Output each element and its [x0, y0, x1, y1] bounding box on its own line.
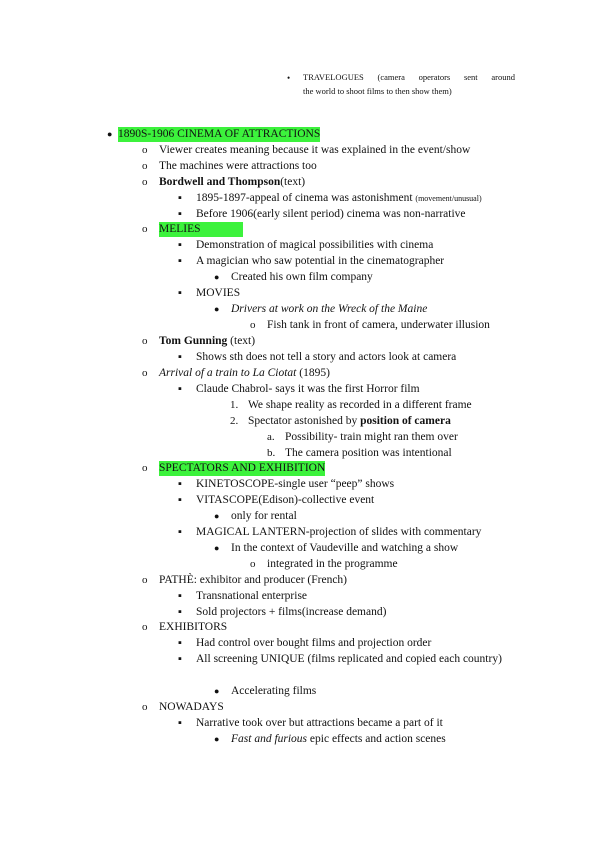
square-bullet: ▪: [178, 287, 182, 299]
note-line: Demonstration of magical possibilities with cinema: [196, 239, 434, 251]
square-bullet: ▪: [178, 239, 182, 251]
square-bullet: ▪: [178, 494, 182, 506]
film-title: Fast and furious: [231, 733, 308, 745]
circle-bullet: o: [142, 223, 148, 235]
note-line: [159, 334, 255, 349]
note-line: Sold projectors + films(increase demand): [196, 606, 387, 618]
note-line: [159, 175, 305, 190]
square-bullet: ▪: [178, 208, 182, 220]
note-line: We shape reality as recorded in a different frame: [248, 399, 472, 411]
circle-bullet: o: [142, 574, 148, 586]
note-line: Transnational enterprise: [196, 590, 308, 602]
disc-bullet: ●: [214, 511, 220, 521]
highlighted-heading: SPECTATORS AND EXHIBITION: [159, 462, 326, 474]
square-bullet: ▪: [178, 717, 182, 729]
square-bullet: ▪: [178, 637, 182, 649]
note-line: NOWADAYS: [159, 701, 224, 713]
note-line: only for rental: [231, 510, 297, 522]
disc-bullet: ●: [214, 543, 220, 553]
note-line: [159, 366, 330, 381]
square-bullet: ▪: [178, 590, 182, 602]
square-bullet: ▪: [178, 255, 182, 267]
square-bullet: ▪: [178, 383, 182, 395]
disc-bullet: ●: [214, 272, 220, 282]
disc-bullet: ●: [214, 734, 220, 744]
travelogues-line-2: the world to shoot films to then show them): [303, 86, 452, 96]
note-line: MAGICAL LANTERN-projection of slides with commentary: [196, 526, 482, 538]
note-line: Viewer creates meaning because it was explained in the event/show: [159, 144, 471, 156]
note-line: MOVIES: [196, 287, 241, 299]
note-text: (text): [280, 176, 306, 188]
note-line: KINETOSCOPE-single user “peep” shows: [196, 478, 395, 490]
travelogues-line-1: [303, 71, 515, 84]
note-line: [231, 732, 446, 747]
note-bold: position of camera: [360, 415, 451, 427]
circle-bullet: o: [142, 335, 148, 347]
note-line: The machines were attractions too: [159, 160, 317, 172]
square-bullet: ▪: [178, 351, 182, 363]
film-title: Drivers at work on the Wreck of the Maine: [231, 303, 428, 315]
note-paragraph: All screening UNIQUE (films replicated and copied each country): [196, 653, 502, 665]
square-bullet: ▪: [178, 526, 182, 538]
note-text: 1895-1897-appeal of cinema was astonishment: [196, 192, 416, 204]
author-name: Tom Gunning: [159, 335, 228, 347]
note-line: integrated in the programme: [267, 558, 398, 570]
note-line: Claude Chabrol- says it was the first Horror film: [196, 383, 420, 395]
circle-bullet: o: [142, 367, 148, 379]
top-bullet: •: [287, 73, 291, 83]
circle-bullet: o: [142, 621, 148, 633]
note-text: Spectator astonished by: [248, 415, 361, 427]
note-line: EXHIBITORS: [159, 621, 228, 633]
circle-bullet: o: [250, 558, 256, 570]
number-label: 1.: [230, 399, 239, 411]
square-bullet: ▪: [178, 606, 182, 618]
note-line: VITASCOPE(Edison)-collective event: [196, 494, 375, 506]
note-line: [196, 191, 482, 206]
note-line: [248, 414, 451, 429]
circle-bullet: o: [142, 160, 148, 172]
note-line: In the context of Vaudeville and watching a show: [231, 542, 459, 554]
note-line: The camera position was intentional: [285, 447, 452, 459]
circle-bullet: o: [250, 319, 256, 331]
letter-label: a.: [267, 431, 275, 443]
square-bullet: ▪: [178, 192, 182, 204]
letter-label: b.: [267, 447, 276, 459]
note-line: A magician who saw potential in the cinematographer: [196, 255, 445, 267]
author-name: Bordwell and Thompson: [159, 176, 281, 188]
note-line: Possibility- train might ran them over: [285, 431, 458, 443]
disc-bullet: ●: [214, 686, 220, 696]
square-bullet: ▪: [178, 478, 182, 490]
note-text: (text): [227, 335, 256, 347]
film-title: Arrival of a train to La Ciotat: [159, 367, 297, 379]
number-label: 2.: [230, 415, 239, 427]
note-line: Created his own film company: [231, 271, 373, 283]
heading-bullet: ●: [107, 129, 113, 139]
travelogues-title: TRAVELOGUES: [303, 72, 364, 82]
square-bullet: ▪: [178, 653, 182, 665]
note-line: Before 1906(early silent period) cinema was non-narrative: [196, 208, 466, 220]
note-line: Accelerating films: [231, 685, 317, 697]
disc-bullet: ●: [214, 304, 220, 314]
note-line: Shows sth does not tell a story and actors look at camera: [196, 351, 457, 363]
circle-bullet: o: [142, 462, 148, 474]
note-line: Narrative took over but attractions became a part of it: [196, 717, 443, 729]
note-text: (1895): [296, 367, 330, 379]
circle-bullet: o: [142, 701, 148, 713]
circle-bullet: o: [142, 144, 148, 156]
highlighted-heading: MELIES: [159, 222, 243, 237]
travelogues-desc: (camera operators sent around: [363, 72, 515, 82]
note-line: Had control over bought films and projection order: [196, 637, 432, 649]
note-line: Fish tank in front of camera, underwater illusion: [267, 319, 490, 331]
note-small: (movement/unusual): [415, 194, 482, 203]
section-heading: 1890S-1906 CINEMA OF ATTRACTIONS: [118, 128, 321, 140]
circle-bullet: o: [142, 176, 148, 188]
note-text: epic effects and action scenes: [307, 733, 446, 745]
note-line: PATHÈ: exhibitor and producer (French): [159, 574, 348, 586]
